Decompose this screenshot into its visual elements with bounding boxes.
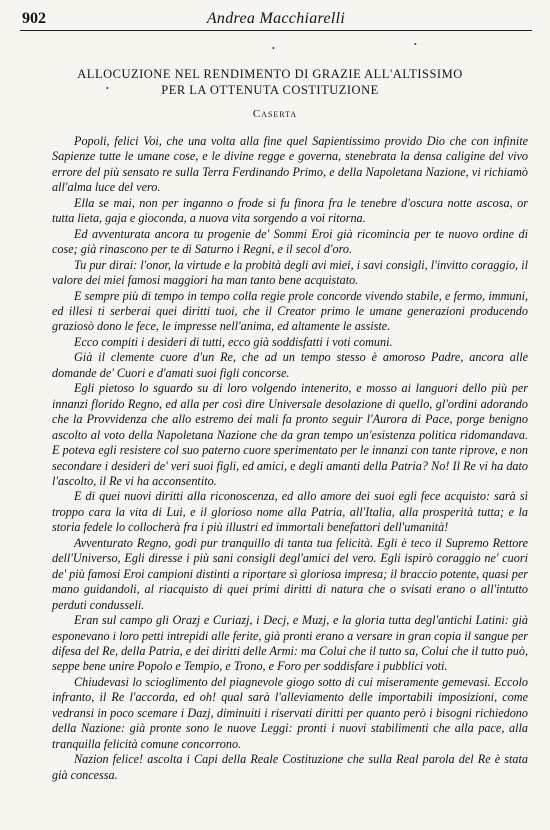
running-title: Andrea Macchiarelli <box>206 10 346 27</box>
paragraph: E sempre più di tempo in tempo colla regie prole concorde vivendo stabile, e fermo, immuni, ed illesi ti serberai quei diritti tuoi, che il Creator primo le umane generazioni producendo graziosò dono le fece, le impresse nell'anima, ed altamente le assiste. <box>52 288 528 334</box>
place-heading: Caserta <box>252 108 298 120</box>
paragraph: Egli pietoso lo sguardo su di loro volgendo intenerito, e mosso ai languori dello più per innanzi florido Regno, ed alla per così dire Universale desolazione di quello, gl'ordini adorando che la Provvidenza che allo estremo dei mali fa pronto seguir l'Aurora di Pace, porge benigno ascolto al voto della Napoletana Nazione che da gran tempo un'esistenza politica ridomandava. E poteva egli resistere col suo paterno cuore sperimentato per le innanzi con tante riprove, e non secondare i desideri de' veri suoi figli, ed amici, e degli amanti della Patria? No! Il Re vi ha dato l'ascolto, il Re vi ha acconsentito. <box>52 381 528 488</box>
body-text <box>52 134 528 783</box>
paragraph: Ella se mai, non per inganno o frode si fu finora fra le tenebre d'oscura notte ascosa, or tutta lieta, gaja e gioconda, a nuova vita sorgendo a voi ritorna. <box>52 195 528 226</box>
title-line-1: ALLOCUZIONE NEL RENDIMENTO DI GRAZIE ALL'ALTISSIMO <box>77 67 463 81</box>
paragraph: E di quei nuovi diritti alla riconoscenza, ed allo amore dei suoi egli fece acquisto: sarà sì troppo cara la vita di Lui, e il glorioso nome alla Patria, all'Italia, alla prosperità tutta; e la storia fedele lo collocherà fra i più illustri ed immortali benefattori dell'umanità! <box>52 489 528 535</box>
print-speck: • <box>272 44 275 53</box>
print-speck: • <box>414 40 417 49</box>
page-number: 902 <box>22 10 46 27</box>
paragraph: Popoli, felici Voi, che una volta alla fine quel Sapientissimo provido Dio che con infinite Sapienze tutte le umane cose, e le divine regge e governa, stenebrata la densa caligine del vivo errore del più sensato re sulla Terra Ferdinando Primo, e della Napoletana Nazione, vi richiamò all'alma luce del vero. <box>52 134 528 195</box>
paragraph: Già il clemente cuore d'un Re, che ad un tempo stesso è amoroso Padre, ancora alle domande de' Cuori e d'amati suoi figli concorse. <box>52 350 528 380</box>
page-header <box>20 8 532 31</box>
paragraph: Ecco compiti i desideri di tutti, ecco già soddisfatti i voti comuni. <box>74 334 393 349</box>
paragraph: Eran sul campo gli Orazj e Curiazj, i Decj, e Muzj, e la gloria tutta degl'antichi Latini: già esponevano i loro petti intrepidi alle ferite, già pronti erano a versare in gran copia il sangue per difesa del Re, della Patria, e dei diritti delle Armi: ma Colui che il tutto sa, Colui che il tutto può, seppe bene unire Popolo e Tempio, e Trono, e Foro per soddisfare i pubblici voti. <box>52 613 528 674</box>
paragraph: Ed avventurata ancora tu progenie de' Sommi Eroi già ricomincia per te nuovo ordine di cose; già rinascono per te di Saturno i Regni, e il secol d'oro. <box>52 226 528 257</box>
paragraph: Avventurato Regno, godi pur tranquillo di tanta tua felicità. Egli è teco il Supremo Rettore dell'Universo, Egli diresse i più sani consigli degl'amici del vero. Egli ispirò coraggio ne' cuori de' più famosi Eroi campioni distinti a riportare sì gloriosa impresa; il braccio potente, quasi per mano guidandoli, al riacquisto di quei primi diritti di natura che o svisati erano o all'intutto perduti condusseli. <box>52 535 528 612</box>
title-line-2: PER LA OTTENUTA COSTITUZIONE <box>161 83 379 97</box>
paragraph: Chiudevasi lo scioglimento del piagnevole giogo sotto di cui miseramente gemevasi. Eccolo infranto, il Re l'accorda, ed oh! qual sarà l'alleviamento delle importabili imposizioni, come vedransi in poco scemare i Dazj, diminuiti i riservati diritti per quanto però i bisogni richiedono della Nazione: già pronte sono le nuove Leggi: pronti i nuovi stabilimenti che alla pace, alla tranquilla felicità comune concorrono. <box>52 674 528 751</box>
paragraph: Tu pur dirai: l'onor, la virtude e la probità degli avi miei, i savi consigli, l'invitto coraggio, il valore dei miei famosi maggiori ha man tanto bene acquistato. <box>52 257 528 288</box>
print-speck: • <box>106 84 109 93</box>
paragraph: Nazion felice! ascolta i Capi della Reale Costituzione che sulla Real parola del Re è stata già concessa. <box>52 752 528 782</box>
